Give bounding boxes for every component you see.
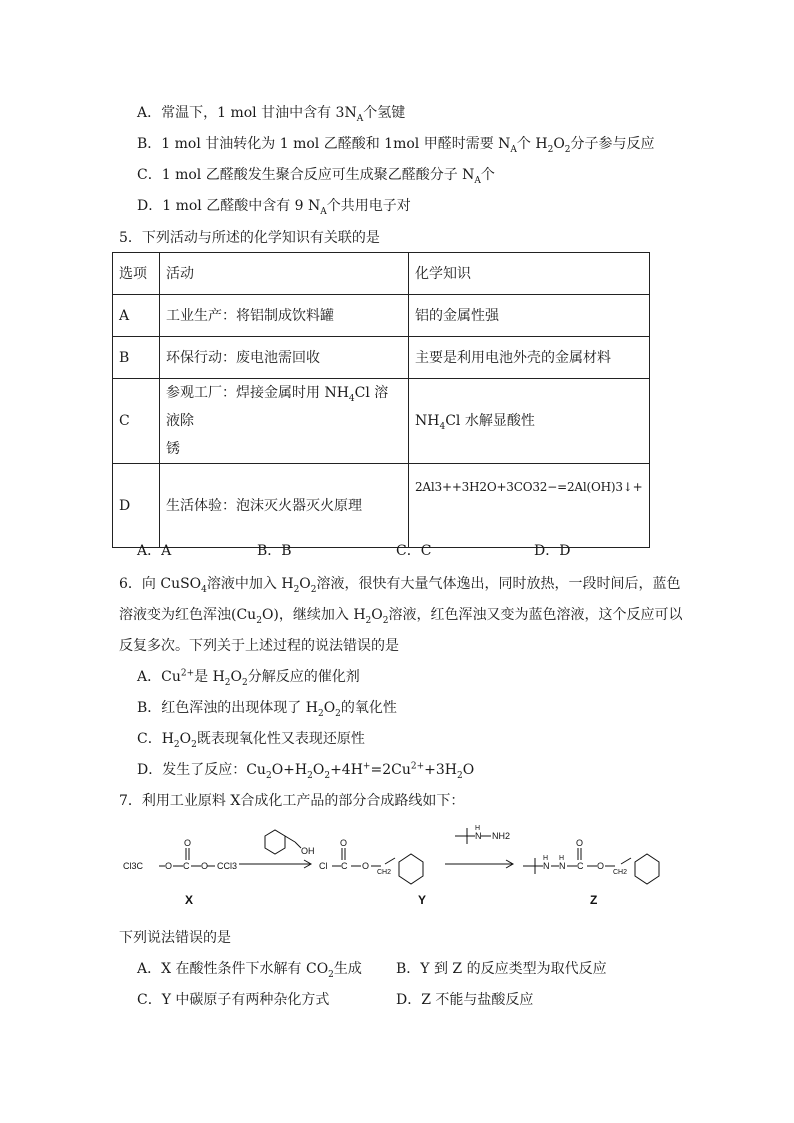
q6-stem-line3: 反复多次。下列关于上述过程的说法错误的是 (119, 638, 399, 654)
table-row (113, 337, 650, 379)
cell-knowledge: 主要是利用电池外壳的金属材料 (409, 337, 650, 379)
label-x: X (185, 893, 194, 907)
q4-option-b: B．1 mol 甘油转化为 1 mol 乙醛酸和 1mol 甲醛时需要 $N_A$个 $H_2O_2$分子参与反应 (137, 136, 655, 155)
table-row (113, 295, 650, 337)
q6-option-a: A．$Cu^{2+}$是 $H_2O_2$分解反应的催化剂 (137, 668, 360, 688)
y-chlorine: Cl (319, 861, 328, 871)
cell-knowledge: 铝的金属性强 (409, 295, 650, 337)
q4-option-c: C．1 mol 乙醛酸发生聚合反应可生成聚乙醛酸分子 $N_A$个 (137, 167, 495, 186)
z-hydrogen-1: H (543, 855, 549, 862)
q7-option-c: C．Y 中碳原子有两种杂化方式 (137, 992, 330, 1008)
q6-option-b: B．红色浑浊的出现体现了 $H_2O_2$的氧化性 (137, 700, 397, 719)
q5-answer-c: C．C (396, 543, 432, 559)
z-hydrogen-2: H (559, 855, 565, 862)
z-nitrogen-2: N (559, 861, 566, 871)
z-oxygen: O (597, 861, 605, 871)
reagent-hydrogen: H (475, 825, 481, 832)
q5-answer-d: D．D (534, 543, 571, 559)
header-activity: 活动 (160, 253, 409, 295)
x-left-group: Cl3C (123, 861, 144, 871)
z-carbonyl-oxygen: O (576, 838, 584, 848)
reagent-oh: OH (301, 846, 315, 856)
q5-table (112, 252, 650, 548)
y-carbonyl-oxygen: O (340, 838, 348, 848)
q7-option-d: D．Z 不能与盐酸反应 (396, 992, 534, 1008)
x-carbonyl-oxygen: O (184, 838, 192, 848)
equation-text: 2Al3++3H2O+3CO32−=2Al(OH)3↓+ (415, 480, 643, 494)
z-carbon: C (577, 861, 584, 871)
cell-option: B (113, 337, 160, 379)
q7-option-a: A．X 在酸性条件下水解有 $CO_2$生成 (137, 961, 362, 980)
cell-option: C (113, 379, 160, 464)
cell-option: A (113, 295, 160, 337)
cell-option: D (113, 464, 160, 548)
x-oxygen-2: O (201, 861, 209, 871)
q5-answer-b: B．B (257, 543, 292, 559)
q5-answer-a: A．A (137, 543, 172, 559)
q4-option-d: D．1 mol 乙醛酸中含有 9 $N_A$个共用电子对 (137, 198, 411, 217)
q7-sub-stem: 下列说法错误的是 (119, 930, 231, 946)
cell-activity: 环保行动：废电池需回收 (160, 337, 409, 379)
q6-option-d: D．发生了反应：$Cu_2O+H_2O_2+4H^+=2Cu^{2+}+3H_2O$ (137, 761, 475, 781)
header-option: 选项 (113, 253, 160, 295)
x-oxygen-1: O (165, 861, 173, 871)
q7-stem: 7．利用工业原料 X合成化工产品的部分合成路线如下： (119, 793, 465, 809)
table-row (113, 464, 650, 548)
q4-option-a: A．常温下，1 mol 甘油中含有 $3N_A$个氢键 (137, 105, 406, 124)
q6-stem-line1: 6．向 CuSO$_4$溶液中加入 $H_2O_2$溶液，很快有大量气体逸出，同时放热，一段时间后，蓝色 (119, 576, 681, 595)
y-carbon: C (341, 861, 348, 871)
q6-option-c: C．$H_2O_2$既表现氧化性又表现还原性 (137, 731, 365, 750)
label-z: Z (590, 893, 598, 907)
q5-stem: 5．下列活动与所述的化学知识有关联的是 (119, 230, 380, 246)
q7-option-b: B．Y 到 Z 的反应类型为取代反应 (396, 961, 607, 977)
table-row (113, 379, 650, 464)
cell-knowledge (409, 464, 650, 548)
cell-activity: 工业生产：将铝制成饮料罐 (160, 295, 409, 337)
z-nitrogen-1: N (543, 861, 550, 871)
y-oxygen: O (362, 861, 370, 871)
label-y: Y (418, 893, 427, 907)
reagent-nh2: NH2 (492, 831, 511, 841)
q6-stem-line2: 溶液变为红色浑浊$(Cu_2O)$，继续加入 $H_2O_2$溶液，红色浑浊又变为蓝色溶液，这个反应可以 (119, 607, 683, 626)
cell-activity: 生活体验：泡沫灭火器灭火原理 (160, 464, 409, 548)
x-right-group: CCl3 (217, 861, 238, 871)
reagent-nitrogen: N (475, 831, 482, 841)
cell-knowledge: $NH_4Cl$ 水解显酸性 (409, 379, 650, 464)
cell-activity: 参观工厂：焊接金属时用 $NH_4Cl$ 溶液除 锈 (160, 379, 409, 464)
header-knowledge: 化学知识 (409, 253, 650, 295)
synthesis-route-diagram (115, 822, 685, 916)
y-ch2: CH2 (377, 869, 392, 876)
z-ch2: CH2 (613, 869, 628, 876)
x-carbon: C (183, 861, 190, 871)
